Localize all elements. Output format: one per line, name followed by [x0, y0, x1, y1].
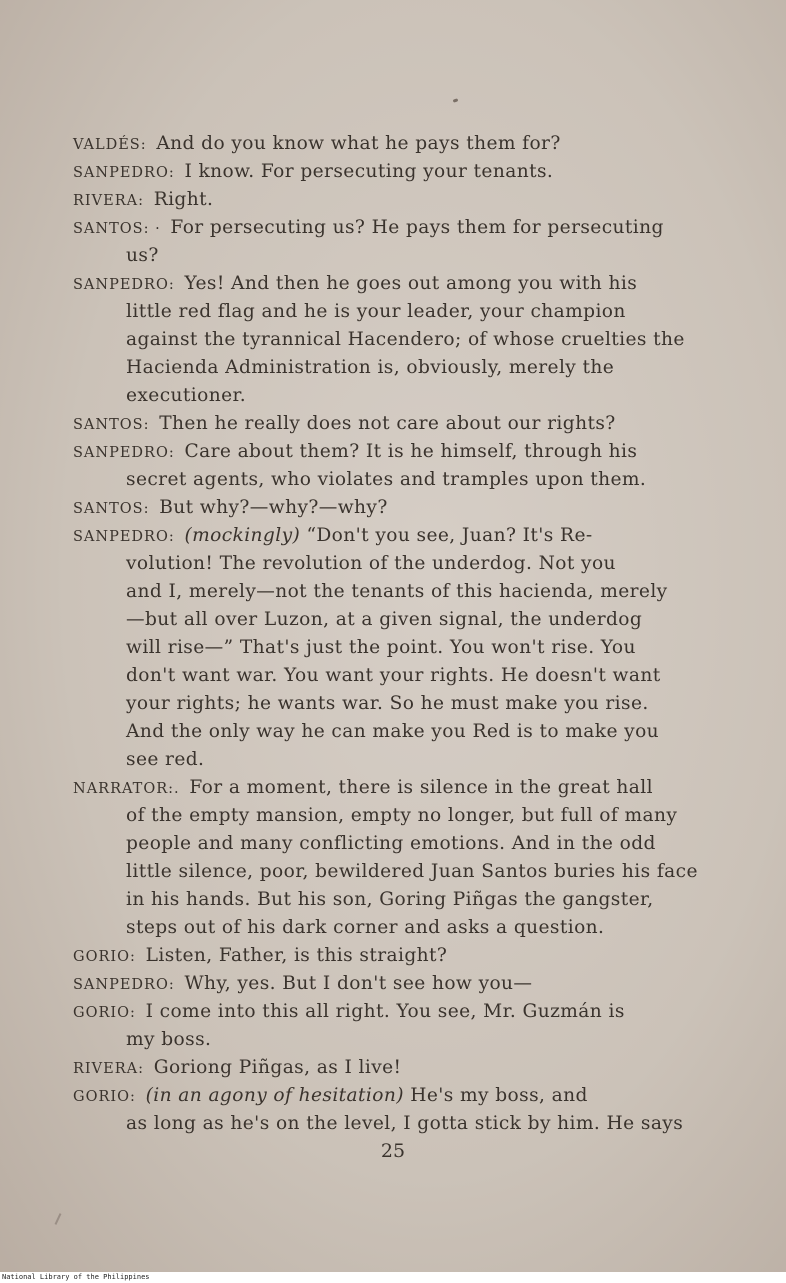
- speaker-name: SANPEDRO:: [73, 277, 175, 293]
- speaker-name: NARRATOR:.: [73, 781, 180, 797]
- speaker-name: GORIO:: [73, 949, 136, 965]
- page-number: 25: [380, 1140, 406, 1162]
- text-line: [126, 802, 677, 830]
- text-line: [126, 298, 626, 326]
- dialogue-text: I know. For persecuting your tenants.: [184, 161, 554, 182]
- dialogue-text: against the tyrannical Hacendero; of whose cruelties the: [126, 329, 685, 350]
- dialogue-text: Right.: [153, 189, 214, 210]
- text-line: [126, 830, 656, 858]
- stage-direction: (in an agony of hesitation): [145, 1085, 404, 1106]
- text-line: [126, 662, 661, 690]
- dialogue-text: And do you know what he pays them for?: [156, 133, 561, 154]
- dialogue-text: Goriong Piñgas, as I live!: [153, 1057, 402, 1078]
- text-line: [126, 1026, 211, 1054]
- speaker-name: GORIO:: [73, 1005, 136, 1021]
- dialogue-text: steps out of his dark corner and asks a question.: [126, 917, 605, 938]
- speaker-name: SANPEDRO:: [73, 165, 175, 181]
- dialogue-text: Then he really does not care about our rights?: [159, 413, 616, 434]
- text-line: [126, 606, 642, 634]
- dialogue-text: Why, yes. But I don't see how you—: [184, 973, 533, 994]
- text-line: [73, 186, 213, 215]
- pencil-mark: [55, 1213, 62, 1225]
- dialogue-text: He's my boss, and: [410, 1085, 588, 1106]
- text-line: [73, 438, 637, 467]
- dialogue-text: For persecuting us? He pays them for persecuting: [170, 217, 664, 238]
- speaker-name: SANTOS:: [73, 417, 150, 433]
- ink-speck: [453, 98, 459, 103]
- text-line: [73, 130, 561, 159]
- speaker-name: SANTOS:: [73, 501, 150, 517]
- dialogue-text: and I, merely—not the tenants of this hacienda, merely: [126, 581, 668, 602]
- dialogue-text: “Don't you see, Juan? It's Re-: [306, 525, 593, 546]
- text-line: [126, 718, 659, 746]
- dialogue-text: For a moment, there is silence in the great hall: [189, 777, 653, 798]
- dialogue-text: will rise—” That's just the point. You won't rise. You: [126, 637, 636, 658]
- dialogue-text: see red.: [126, 749, 205, 770]
- dialogue-text: Hacienda Administration is, obviously, merely the: [126, 357, 615, 378]
- text-line: [126, 634, 636, 662]
- text-line: [73, 158, 553, 187]
- dialogue-text: But why?—why?—why?: [159, 497, 388, 518]
- text-line: [126, 746, 204, 774]
- text-line: [73, 410, 616, 439]
- dialogue-text: —but all over Luzon, at a given signal, the underdog: [126, 609, 643, 630]
- dialogue-text: And the only way he can make you Red is to make you: [126, 721, 660, 742]
- text-line: [126, 858, 698, 886]
- dialogue-text: Yes! And then he goes out among you with his: [184, 273, 638, 294]
- text-line: [73, 494, 388, 523]
- dialogue-text: don't want war. You want your rights. He doesn't want: [126, 665, 661, 686]
- speaker-name: SANPEDRO:: [73, 529, 175, 545]
- dialogue-text: secret agents, who violates and tramples upon them.: [126, 469, 647, 490]
- dialogue-text: my boss.: [126, 1029, 212, 1050]
- dialogue-text: people and many conflicting emotions. And in the odd: [126, 833, 656, 854]
- dialogue-text: of the empty mansion, empty no longer, but full of many: [126, 805, 678, 826]
- speaker-name: RIVERA:: [73, 193, 144, 209]
- speaker-name: VALDÉS:: [73, 137, 147, 153]
- text-line: [126, 886, 654, 914]
- text-line: [73, 942, 447, 971]
- dialogue-text: little red flag and he is your leader, your champion: [126, 301, 626, 322]
- dialogue-text: Care about them? It is he himself, through his: [184, 441, 638, 462]
- text-line: [73, 998, 625, 1027]
- dialogue-text: in his hands. But his son, Goring Piñgas the gangster,: [126, 889, 654, 910]
- dialogue-text: executioner.: [126, 385, 247, 406]
- dialogue-text: as long as he's on the level, I gotta stick by him. He says: [126, 1113, 684, 1134]
- dialogue-text: us?: [126, 245, 159, 266]
- text-line: [73, 1082, 588, 1111]
- library-footer: National Library of the Philippines: [0, 1272, 786, 1283]
- text-line: [73, 970, 532, 999]
- dialogue-text: your rights; he wants war. So he must make you rise.: [126, 693, 649, 714]
- text-line: [73, 522, 593, 551]
- text-line: [126, 550, 616, 578]
- stage-direction: (mockingly): [184, 525, 301, 546]
- text-line: [126, 326, 685, 354]
- text-line: [126, 466, 646, 494]
- text-line: [126, 914, 604, 942]
- text-line: [73, 774, 653, 803]
- speaker-name: SANPEDRO:: [73, 977, 175, 993]
- speaker-name: RIVERA:: [73, 1061, 144, 1077]
- text-line: [126, 354, 614, 382]
- text-line: [126, 578, 668, 606]
- dialogue-text: volution! The revolution of the underdog. Not you: [126, 553, 616, 574]
- speaker-name: GORIO:: [73, 1089, 136, 1105]
- dialogue-text: I come into this all right. You see, Mr. Guzmán is: [145, 1001, 625, 1022]
- text-line: [126, 1110, 683, 1138]
- text-line: [73, 270, 637, 299]
- dialogue-text: little silence, poor, bewildered Juan Santos buries his face: [126, 861, 698, 882]
- text-line: [73, 1054, 401, 1083]
- text-line: [126, 690, 649, 718]
- speaker-name: SANTOS: ·: [73, 221, 161, 237]
- dialogue-text: Listen, Father, is this straight?: [145, 945, 448, 966]
- speaker-name: SANPEDRO:: [73, 445, 175, 461]
- text-line: [126, 242, 159, 270]
- text-line: [73, 214, 664, 243]
- text-line: [126, 382, 246, 410]
